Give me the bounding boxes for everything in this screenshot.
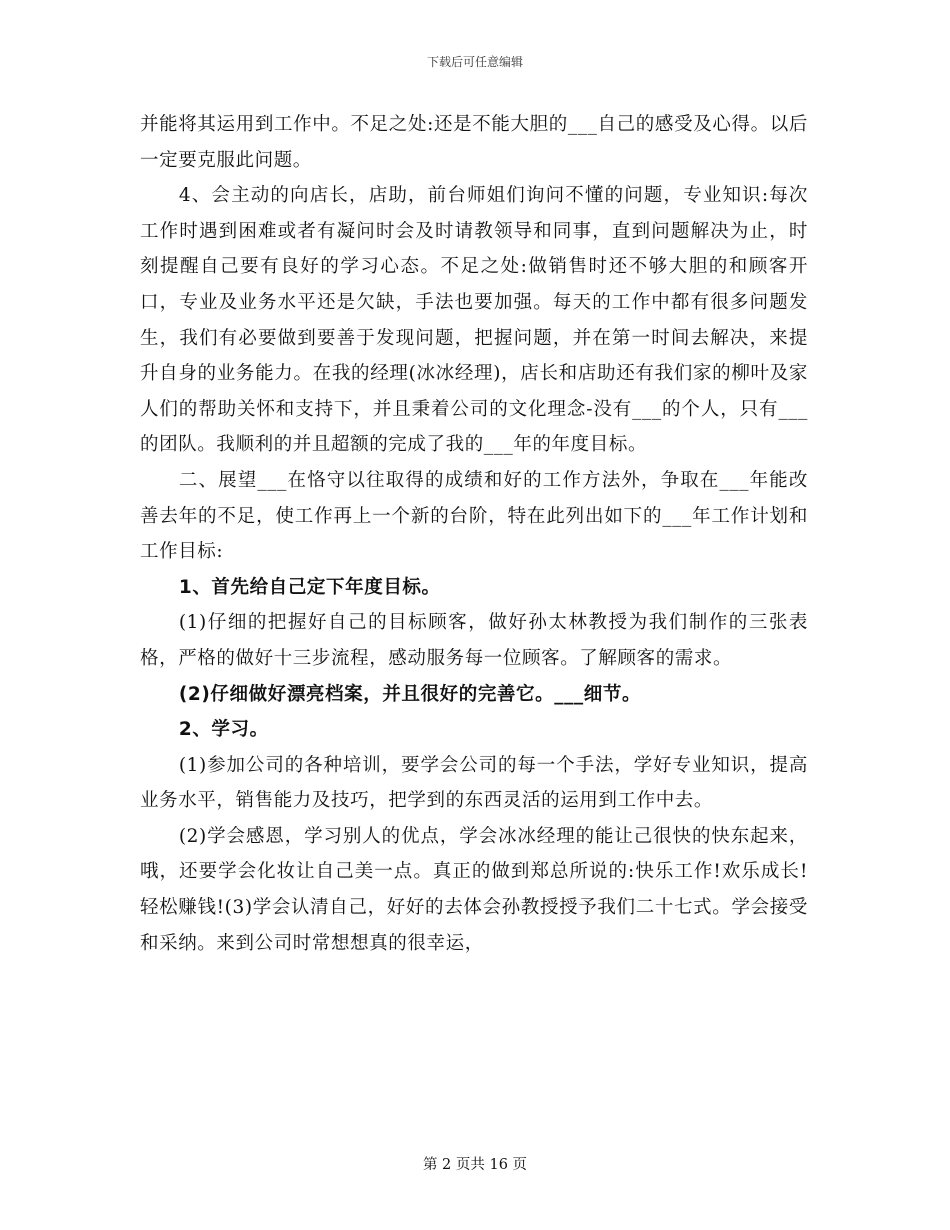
heading-annual-goal: 1、首先给自己定下年度目标。 xyxy=(178,576,441,598)
paragraph-9: (2)学会感恩，学习别人的优点，学会冰冰经理的能让己很快的快东起来，哦，还要学会化妆让自己美一点。真正的做到郑总所说的:快乐工作!欢乐成长!轻松赚钱!(3)学会认清自己，好好的去体会孙教授授予我们二十七式。学会接受和采纳。来到公司时常想想真的很幸运， xyxy=(140,825,808,954)
page-header: 下载后可任意编辑 xyxy=(426,55,523,69)
paragraph-1: 并能将其运用到工作中。不足之处:还是不能大胆的___自己的感受及心得。以后一定要克服此问题。 xyxy=(140,114,808,171)
paragraph-5: (1)仔细的把握好自己的目标顾客，做好孙太林教授为我们制作的三张表格，严格的做好十三步流程，感动服务每一位顾客。了解顾客的需求。 xyxy=(140,612,808,669)
page-footer: 第 2 页共 16 页 xyxy=(422,1157,528,1173)
paragraph-8: (1)参加公司的各种培训，要学会公司的每一个手法，学好专业知识，提高业务水平，销售能力及技巧，把学到的东西灵活的运用到工作中去。 xyxy=(140,754,808,812)
document-body xyxy=(140,107,808,961)
paragraph-2: 4、会主动的向店长，店助，前台师姐们询问不懂的问题，专业知识:每次工作时遇到困难或者有凝问时会及时请教领导和同事，直到问题解决为止，时刻提醒自己要有良好的学习心态。不足之处:做销售时还不够大胆的和顾客开口，专业及业务水平还是欠缺，手法也要加强。每天的工作中都有很多问题发生，我们有必要做到要善于发现问题，把握问题，并在第一时间去解决，来提升自身的业务能力。在我的经理(冰冰经理)，店长和店助还有我们家的柳叶及家人们的帮助关怀和支持下，并且秉着公司的文化理念-没有___的个人，只有___的团队。我顺利的并且超额的完成了我的___年的年度目标。 xyxy=(140,185,808,456)
heading-study: 2、学习。 xyxy=(178,719,269,741)
paragraph-6-bold: (2)仔细做好漂亮档案，并且很好的完善它。___细节。 xyxy=(178,683,642,705)
paragraph-3: 二、展望___在恪守以往取得的成绩和好的工作方法外，争取在___年能改善去年的不足，使工作再上一个新的台阶，特在此列出如下的___年工作计划和工作目标: xyxy=(140,469,808,563)
